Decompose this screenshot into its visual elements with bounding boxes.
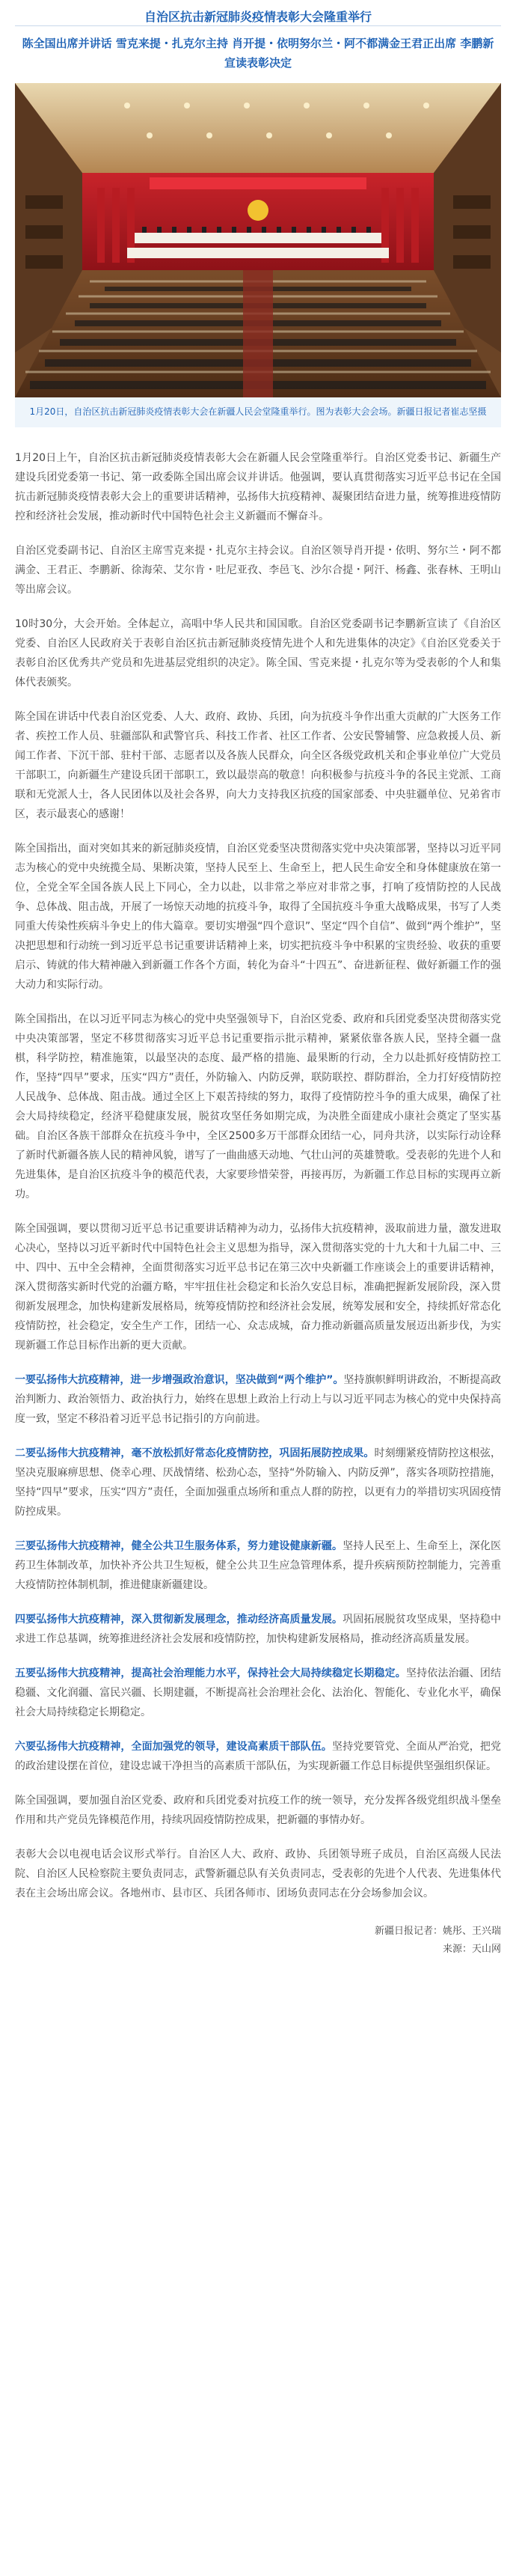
section-text: 时刻绷紧疫情防控这根弦，坚决克服麻痹思想、侥幸心理、厌战情绪、松劲心态，坚持“外防输入、内防反弹”，落实各项防控措施，坚持“四早”要求，压实“四方”责任，全面加强重点场所和重点人群的防控，以更有力的举措切实巩固疫情防控成果。 <box>15 1447 501 1518</box>
section-heading: 一要弘扬伟大抗疫精神，进一步增强政治意识，坚决做到“两个维护”。 <box>15 1374 344 1386</box>
title-divider <box>15 25 501 26</box>
paragraph: 陈全国强调，要以贯彻习近平总书记重要讲话精神为动力，弘扬伟大抗疫精神，汲取前进力量，激发进取心决心，坚持以习近平新时代中国特色社会主义思想为指导，深入贯彻落实党的十九大和十九届二中、三中、四中、五中全会精神，全面贯彻落实习近平总书记在第三次中央新疆工作座谈会上的重要讲话精神，深入贯彻落实新时代党的治疆方略，牢牢扭住社会稳定和长治久安总目标，准确把握新发展阶段，深入贯彻新发展理念，加快构建新发展格局，统筹疫情防控和经济社会发展，统筹发展和安全，持续抓好常态化疫情防控，社会稳定，安全生产工作，团结一心、众志成城，奋力推动新疆高质量发展迈出新步伐，为实现新疆工作总目标作出新的更大贡献。 <box>15 1223 501 1352</box>
paragraph: 陈全国强调，要加强自治区党委、政府和兵团党委对抗疫工作的统一领导，充分发挥各级党组织战斗堡垒作用和共产党员先锋模范作用，持续巩固疫情防控成果，把新疆的事情办好。 <box>15 1795 501 1826</box>
article-credits <box>15 1918 501 1959</box>
hall-photo <box>15 83 501 397</box>
section-heading: 三要弘扬伟大抗疫精神，健全公共卫生服务体系，努力建设健康新疆。 <box>15 1540 343 1552</box>
photo-caption: 1月20日，自治区抗击新冠肺炎疫情表彰大会在新疆人民会堂隆重举行。图为表彰大会会场。新疆日报记者崔志坚摄 <box>15 397 501 427</box>
section-text: 坚持人民至上、生命至上，深化医药卫生体制改革，加快补齐公共卫生短板，健全公共卫生应急管理体系，提升疾病预防控制能力，完善重大疫情防控体制机制，推进健康新疆建设。 <box>15 1540 502 1591</box>
section-1 <box>15 1370 501 1429</box>
paragraph: 10时30分，大会开始。全体起立，高唱中华人民共和国国歌。自治区党委副书记李鹏新宣读了《自治区党委、自治区人民政府关于表彰自治区抗击新冠肺炎疫情先进个人和先进集体的决定》《自治区党委关于表彰自治区优秀共产党员和先进基层党组织的决定》。陈全国、雪克来提・扎克尔等为受表彰的个人和集体代表颁奖。 <box>15 618 501 689</box>
paragraph: 陈全国指出，在以习近平同志为核心的党中央坚强领导下，自治区党委、政府和兵团党委坚决贯彻落实党中央决策部署，坚定不移贯彻落实习近平总书记重要指示批示精神，紧紧依靠各族人民，坚持全疆一盘棋，科学防控，精准施策，以最坚决的态度、最严格的措施、最果断的行动，全力以赴抓好疫情防控工作，坚持“四早”要求，压实“四方”责任，外防输入、内防反弹，联防联控、群防群治，全力打好疫情防控人民战争、总体战、阻击战。通过全区上下艰苦持续的努力，取得了疫情防控斗争的重大成果，确保了社会大局持续稳定，经济平稳健康发展，脱贫攻坚任务如期完成，为决胜全面建成小康社会奠定了坚实基础。自治区各族干部群众在抗疫斗争中，全区2500多万干部群众团结一心，同舟共济，以实际行动诠释了新时代新疆各族人民的精神风貌，谱写了一曲曲感天动地、气壮山河的英雄赞歌。受表彰的先进个人和先进集体，是自治区抗疫斗争的模范代表，大家要珍惜荣誉，再接再厉，为新疆工作总目标的实现再立新功。 <box>15 1013 501 1200</box>
section-6 <box>15 1737 501 1776</box>
meeting-hall-illustration <box>15 83 501 397</box>
article-subtitle: 陈全国出席并讲话 雪克来提・扎克尔主持 肖开提・依明努尔兰・阿不都满金王君正出席 李鹏新宣读表彰决定 <box>22 37 494 70</box>
section-text: 坚持党要管党、全面从严治党，把党的政治建设摆在首位，建设忠诚干净担当的高素质干部队伍，为实现新疆工作总目标提供坚强组织保证。 <box>15 1741 501 1772</box>
section-heading: 四要弘扬伟大抗疫精神，深入贯彻新发展理念，推动经济高质量发展。 <box>15 1614 343 1626</box>
section-4 <box>15 1610 501 1649</box>
paragraph: 1月20日上午，自治区抗击新冠肺炎疫情表彰大会在新疆人民会堂隆重举行。自治区党委书记、新疆生产建设兵团党委第一书记、第一政委陈全国出席会议并讲话。他强调，要认真贯彻落实习近平总书记在全国抗击新冠肺炎疫情表彰大会上的重要讲话精神，弘扬伟大抗疫精神、凝聚团结奋进力量，统筹推进疫情防控和经济社会发展，推动新时代中国特色社会主义新疆而不懈奋斗。 <box>15 452 501 522</box>
section-text: 坚持旗帜鲜明讲政治，不断提高政治判断力、政治领悟力、政治执行力，始终在思想上政治上行动上与以习近平同志为核心的党中央保持高度一致，坚定不移沿着习近平总书记指引的方向前进。 <box>15 1374 502 1425</box>
source-credit: 来源：天山网 <box>442 1944 501 1955</box>
section-heading: 二要弘扬伟大抗疫精神，毫不放松抓好常态化疫情防控，巩固拓展防控成果。 <box>15 1447 375 1459</box>
section-text: 坚持依法治疆、团结稳疆、文化润疆、富民兴疆、长期建疆，不断提高社会治理社会化、法治化、智能化、专业化水平，确保社会大局持续稳定长期稳定。 <box>15 1667 502 1718</box>
paragraph: 表彰大会以电视电话会议形式举行。自治区人大、政府、政协、兵团领导班子成员，自治区高级人民法院、自治区人民检察院主要负责同志，武警新疆总队有关负责同志，受表彰的先进个人代表、先进集体代表在主会场出席会议。各地州市、县市区、兵团各师市、团场负责同志在分会场参加会议。 <box>15 1849 501 1899</box>
editor-credit: 新疆日报记者：姚彤、王兴瑞 <box>374 1926 501 1937</box>
section-heading: 五要弘扬伟大抗疫精神，提高社会治理能力水平，保持社会大局持续稳定长期稳定。 <box>15 1667 406 1679</box>
section-3 <box>15 1536 501 1595</box>
paragraph: 自治区党委副书记、自治区主席雪克来提・扎克尔主持会议。自治区领导肖开提・依明、努尔兰・阿不都满金、王君正、李鹏新、徐海荣、艾尔肯・吐尼亚孜、李邑飞、沙尔合提・阿汗、杨鑫、张春林、王明山等出席会议。 <box>15 545 501 596</box>
section-text: 巩固拓展脱贫攻坚成果，坚持稳中求进工作总基调，统筹推进经济社会发展和疫情防控，加快构建新发展格局，推动经济高质量发展。 <box>15 1614 502 1645</box>
paragraph: 陈全国指出，面对突如其来的新冠肺炎疫情，自治区党委坚决贯彻落实党中央决策部署，坚持以习近平同志为核心的党中央统揽全局、果断决策，坚持人民至上、生命至上，把人民生命安全和身体健康放在第一位，全党全军全国各族人民上下同心，全力以赴，以非常之举应对非常之事，打响了疫情防控的人民战争、总体战、阻击战，开展了一场惊天动地的抗疫斗争，取得了全国抗疫斗争重大战略成果，书写了人类同重大传染性疾病斗争史上的伟大篇章。要切实增强“四个意识”、坚定“四个自信”、做到“两个维护”，坚决把思想和行动统一到习近平总书记重要讲话精神上来，切实把抗疫斗争中积累的宝贵经验、收获的重要启示、铸就的伟大精神融入到新疆工作各个方面，转化为奋斗“十四五”、奋进新征程、做好新疆工作的强大动力和实际行动。 <box>15 843 501 991</box>
article-body <box>15 427 501 1959</box>
section-5 <box>15 1664 501 1722</box>
paragraph: 陈全国在讲话中代表自治区党委、人大、政府、政协、兵团，向为抗疫斗争作出重大贡献的广大医务工作者、疾控工作人员、驻疆部队和武警官兵、科技工作者、社区工作者、公安民警辅警、应急救援人员、新闻工作者、下沉干部、驻村干部、志愿者以及各族人民群众，向全区各级党政机关和企事业单位广大党员干部职工，向新疆生产建设兵团干部职工，致以最崇高的敬意！向积极参与抗疫斗争的各民主党派、工商联和无党派人士，各人民团体以及社会各界，向大力支持我区抗疫的国家部委、中央驻疆单位、兄弟省市区，表示最衷心的感谢！ <box>15 711 501 820</box>
section-heading: 六要弘扬伟大抗疫精神，全面加强党的领导，建设高素质干部队伍。 <box>15 1741 332 1753</box>
section-2 <box>15 1444 501 1522</box>
article-title: 自治区抗击新冠肺炎疫情表彰大会隆重举行 <box>144 10 372 24</box>
